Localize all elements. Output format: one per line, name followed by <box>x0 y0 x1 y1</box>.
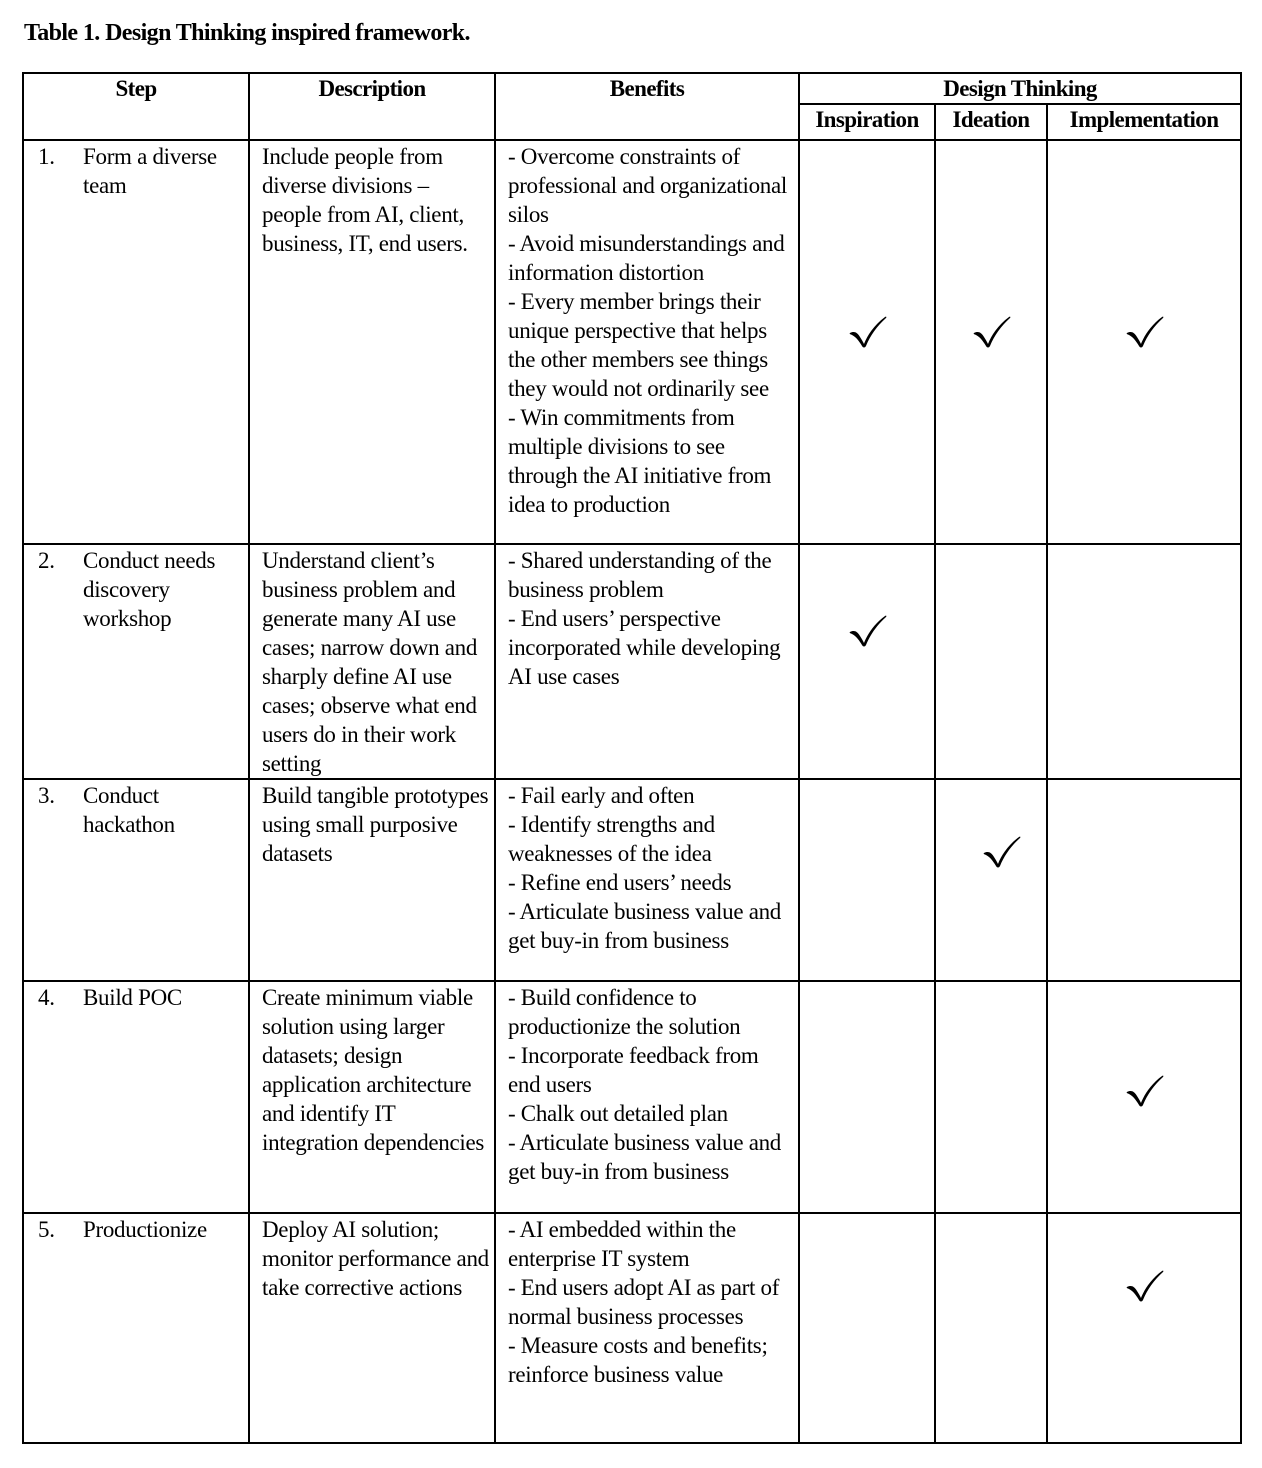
ideation-cell <box>935 981 1047 1213</box>
checkmark-icon <box>1124 1268 1164 1302</box>
benefits-cell <box>495 1213 799 1443</box>
benefits-cell <box>495 981 799 1213</box>
table-row <box>23 981 1241 1213</box>
header-design-thinking: Design Thinking <box>799 73 1241 104</box>
benefit-item: - End users adopt AI as part of normal business processes <box>508 1275 780 1329</box>
benefit-item: - Measure costs and benefits; reinforce business value <box>508 1333 768 1387</box>
step-label: Productionize <box>83 1217 207 1242</box>
table-row <box>23 779 1241 981</box>
header-ideation: Ideation <box>935 104 1047 140</box>
benefit-item: - Refine end users’ needs <box>508 870 732 895</box>
step-number: 1. <box>38 144 55 169</box>
step-cell <box>23 140 249 544</box>
checkmark-icon <box>1124 1073 1164 1107</box>
inspiration-cell <box>799 544 935 779</box>
implementation-cell <box>1047 779 1241 981</box>
table-row <box>23 1213 1241 1443</box>
description-cell: Build tangible prototypes using small purposive datasets <box>249 779 495 981</box>
table-row <box>23 140 1241 544</box>
step-number: 2. <box>38 548 55 573</box>
benefit-item: - Articulate business value and get buy-in from business <box>508 1130 782 1184</box>
inspiration-cell <box>799 779 935 981</box>
framework-table <box>22 72 1242 1444</box>
step-cell <box>23 1213 249 1443</box>
benefit-item: - Win commitments from multiple divisions to see through the AI initiative from idea to production <box>508 405 772 517</box>
header-implementation: Implementation <box>1047 104 1241 140</box>
implementation-cell <box>1047 544 1241 779</box>
step-label: Form a diverse team <box>83 144 217 198</box>
description-cell: Include people from diverse divisions – people from AI, client, business, IT, end users. <box>249 140 495 544</box>
step-label: Build POC <box>83 985 182 1010</box>
step-cell <box>23 779 249 981</box>
step-label: Conduct needs discovery workshop <box>83 548 216 631</box>
benefit-item: - Articulate business value and get buy-in from business <box>508 899 782 953</box>
checkmark-icon <box>981 834 1021 868</box>
step-number: 5. <box>38 1217 55 1242</box>
step-cell <box>23 544 249 779</box>
benefit-item: - Identify strengths and weaknesses of the idea <box>508 812 715 866</box>
inspiration-cell <box>799 981 935 1213</box>
benefit-item: - End users’ perspective incorporated while developing AI use cases <box>508 606 781 689</box>
checkmark-icon <box>847 314 887 348</box>
checkmark-icon <box>971 314 1011 348</box>
inspiration-cell <box>799 140 935 544</box>
ideation-cell <box>935 1213 1047 1443</box>
implementation-cell <box>1047 1213 1241 1443</box>
header-step: Step <box>23 73 249 140</box>
header-benefits: Benefits <box>495 73 799 140</box>
benefit-item: - Avoid misunderstandings and information distortion <box>508 231 785 285</box>
header-inspiration: Inspiration <box>799 104 935 140</box>
header-description: Description <box>249 73 495 140</box>
table-body <box>23 140 1241 1443</box>
inspiration-cell <box>799 1213 935 1443</box>
description-cell: Create minimum viable solution using larger datasets; design application architecture and identify IT integration dependencies <box>249 981 495 1213</box>
benefits-cell <box>495 140 799 544</box>
benefits-cell <box>495 779 799 981</box>
description-cell: Deploy AI solution; monitor performance and take corrective actions <box>249 1213 495 1443</box>
checkmark-icon <box>847 613 887 647</box>
implementation-cell <box>1047 140 1241 544</box>
benefit-item: - Chalk out detailed plan <box>508 1101 728 1126</box>
description-cell: Understand client’s business problem and generate many AI use cases; narrow down and sharply define AI use cases; observe what end users do in their work setting <box>249 544 495 779</box>
benefit-item: - Overcome constraints of professional and organizational silos <box>508 144 787 227</box>
ideation-cell <box>935 544 1047 779</box>
implementation-cell <box>1047 981 1241 1213</box>
benefit-item: - AI embedded within the enterprise IT system <box>508 1217 736 1271</box>
table-caption: Table 1. Design Thinking inspired framework. <box>24 20 470 46</box>
step-number: 4. <box>38 985 55 1010</box>
benefit-item: - Fail early and often <box>508 783 695 808</box>
benefit-item: - Every member brings their unique perspective that helps the other members see things they would not ordinarily see <box>508 289 769 401</box>
benefits-cell <box>495 544 799 779</box>
benefit-item: - Build confidence to productionize the solution <box>508 985 741 1039</box>
ideation-cell <box>935 140 1047 544</box>
step-cell <box>23 981 249 1213</box>
step-number: 3. <box>38 783 55 808</box>
table-row <box>23 544 1241 779</box>
benefit-item: - Incorporate feedback from end users <box>508 1043 759 1097</box>
checkmark-icon <box>1124 314 1164 348</box>
step-label: Conduct hackathon <box>83 783 175 837</box>
ideation-cell <box>935 779 1047 981</box>
benefit-item: - Shared understanding of the business problem <box>508 548 772 602</box>
